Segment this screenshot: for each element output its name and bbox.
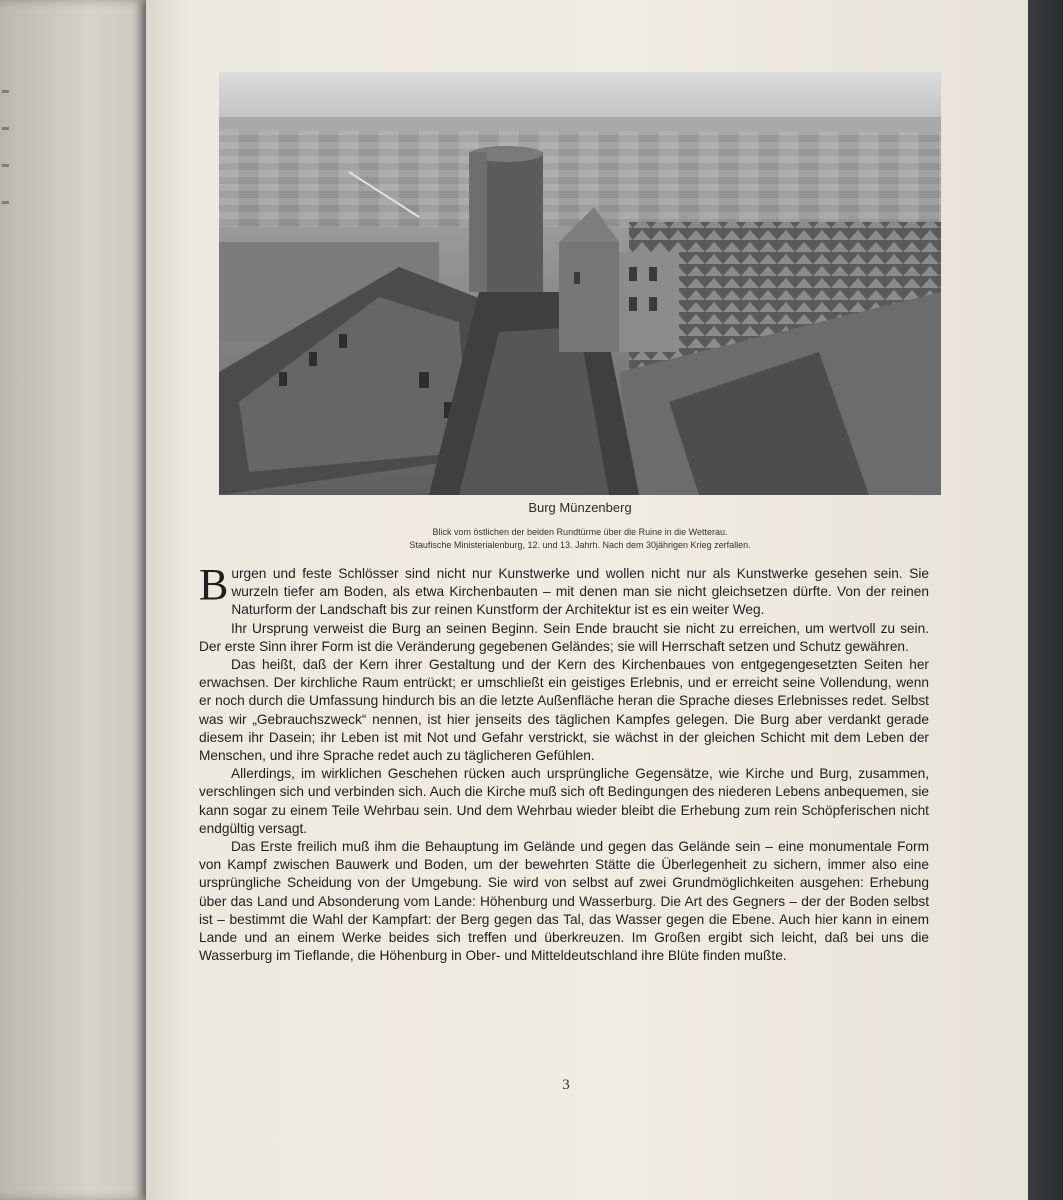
- paragraph-2: Ihr Ursprung verweist die Burg an seinen Beginn. Sein Ende braucht sie nicht zu erreichen, um wertvoll zu sein. Der erste Sinn ihrer Form ist die Veränderung gegebenen Geländes; sie will Herrschaft setzen und Schutz gewähren.: [199, 620, 929, 654]
- paragraph-4: Allerdings, im wirklichen Geschehen rücken auch ursprüngliche Gegensätze, wie Kirche und Burg, zusammen, verschlingen sich und verbinden sich. Auch die Kirche muß sich oft Bedingungen des niederen Lebens anbequemen, sie kann sogar zu einem Teile Wehrbau sein. Und dem Wehrbau wieder bleibt die Erhebung zum rein Schöpferischen nicht endgültig versagt.: [199, 766, 929, 836]
- book-page: [146, 0, 1028, 1200]
- photo-caption-line-1: Blick vom östlichen der beiden Rundtürme über die Ruine in die Wetterau.: [432, 527, 728, 537]
- castle-photo-illustration: [219, 72, 941, 495]
- paragraph-3: Das heißt, daß der Kern ihrer Gestaltung und der Kern des Kirchenbaues von entgegengesetzten Seiten her erwachsen. Der kirchliche Raum entrückt; er umschließt ein geistiges Erlebnis, und er erreicht seine Vollendung, wenn er noch durch die Umfassung hindurch bis an die letzte Außenfläche heran die Sprache dieses Erlebnisses redet. Selbst was wir „Gebrauchszweck“ nennen, ist hier jenseits des täglichen Kampfes gelegen. Die Burg aber verdankt gerade diesem ihr Dasein; ihr Leben ist mit Not und Gefahr verstrickt, sie wächst in der gleichen Schicht mit dem Leben der Menschen, und ihre Sprache redet auch zu täglicheren Gefühlen.: [199, 657, 929, 764]
- previous-page-text-fragments: [2, 90, 12, 238]
- paragraph-1-text: urgen und feste Schlösser sind nicht nur Kunstwerke und wollen nicht nur als Kunstwerke gesehen sein. Sie wurzeln tiefer am Boden, als etwa Kirchenbauten – mit denen man sie nicht gleichsetzen dürfte. Von der reinen Naturform der Landschaft bis zur reinen Kunstform der Architektur ist es ein weiter Weg.: [231, 566, 929, 618]
- previous-page-edge: [0, 0, 148, 1200]
- drop-cap: B: [199, 560, 229, 609]
- body-text: [199, 560, 929, 965]
- table-surface-right: [1028, 0, 1063, 1200]
- photo-caption-title: Burg Münzenberg: [528, 500, 632, 515]
- photo-caption-line-2: Staufische Ministerialenburg, 12. und 13. Jahrh. Nach dem 30jährigen Krieg zerfallen.: [409, 540, 751, 550]
- castle-photo: [219, 72, 941, 495]
- paragraph-1: [199, 560, 929, 620]
- paragraph-5: Das Erste freilich muß ihm die Behauptung im Gelände und gegen das Gelände sein – eine monumentale Form von Kampf zwischen Bauwerk und Boden, um der bewehrten Stätte die Überlegenheit zu sichern, immer also eine ursprüngliche Scheidung von der Umgebung. Sie wird von selbst auf zwei Grundmöglichkeiten ausgehen: Erhebung über das Land und Absonderung vom Lande: Höhenburg und Wasserburg. Die Art des Gegners – der der Boden selbst ist – bestimmt die Wahl der Kampfart: der Berg gegen das Tal, das Wasser gegen die Ebene. Auch hier kann in einem Lande und an einem Werke beides sich treffen und überkreuzen. Im Großen ergibt sich leicht, daß bei uns die Wasserburg im Tieflande, die Höhenburg in Ober- und Mitteldeutschland ihre Blüte finden mußte.: [199, 839, 929, 964]
- page-number: 3: [562, 1077, 570, 1093]
